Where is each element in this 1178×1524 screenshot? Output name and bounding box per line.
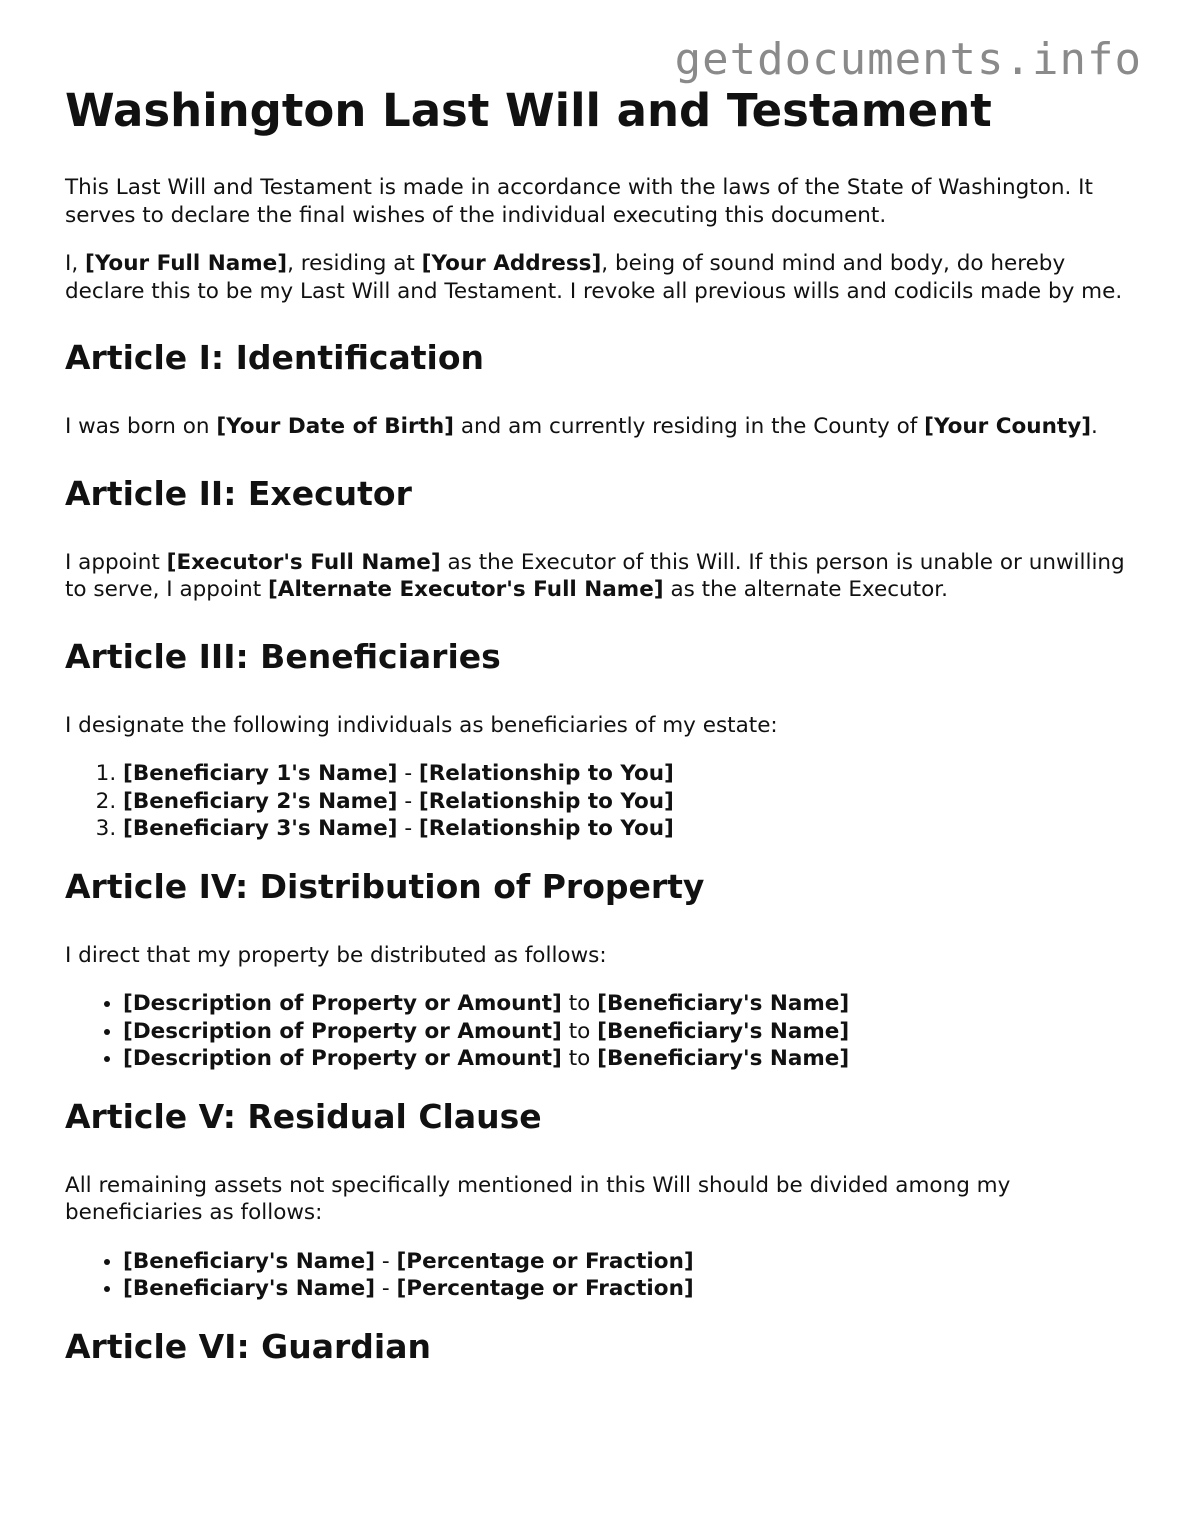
watermark: getdocuments.info <box>674 34 1142 85</box>
article-5-intro: All remaining assets not specifically mentioned in this Will should be divided among my beneficiaries as follows: <box>65 1172 1011 1225</box>
county-placeholder: [Your County] <box>924 414 1092 439</box>
list-item: • [Description of Property or Amount] to [Beneficiary's Name] <box>123 990 1125 1018</box>
article-2-heading: Article II: Executor <box>65 473 412 513</box>
article-1-text: I was born on [Your Date of Birth] and am currently residing in the County of [Your County]. <box>65 414 1098 439</box>
list-item: 2. [Beneficiary 2's Name] - [Relationship to You] <box>123 788 1125 816</box>
list-item: • [Description of Property or Amount] to [Beneficiary's Name] <box>123 1018 1125 1046</box>
property-distribution-list <box>65 990 1125 1073</box>
residual-list <box>65 1248 1125 1303</box>
list-item: 3. [Beneficiary 3's Name] - [Relationship to You] <box>123 815 1125 843</box>
article-4-intro: I direct that my property be distributed as follows: <box>65 942 607 968</box>
article-5-heading: Article V: Residual Clause <box>65 1096 542 1136</box>
dob-placeholder: [Your Date of Birth] <box>216 414 454 439</box>
beneficiaries-list <box>65 760 1125 843</box>
list-item: • [Description of Property or Amount] to [Beneficiary's Name] <box>123 1045 1125 1073</box>
article-2-text: I appoint [Executor's Full Name] as the Executor of this Will. If this person is unable or unwilling to serve, I appoint [Alternate Executor's Full Name] as the alternate Executor. <box>65 549 1125 602</box>
intro-paragraph: This Last Will and Testament is made in accordance with the laws of the State of Washington. It serves to declare the final wishes of the individual executing this document. <box>65 175 1093 228</box>
article-6-heading: Article VI: Guardian <box>65 1326 431 1366</box>
article-1-heading: Article I: Identification <box>65 338 485 377</box>
declaration-paragraph: I, [Your Full Name], residing at [Your Address], being of sound mind and body, do hereby declare this to be my Last Will and Testament. I revoke all previous wills and codicils made by me. <box>65 251 1123 304</box>
article-4-heading: Article IV: Distribution of Property <box>65 866 705 906</box>
address-placeholder: [Your Address] <box>421 251 602 276</box>
list-item: • [Beneficiary's Name] - [Percentage or Fraction] <box>123 1275 1125 1303</box>
full-name-placeholder: [Your Full Name] <box>85 251 288 276</box>
document-page <box>65 84 1125 1402</box>
alternate-executor-placeholder: [Alternate Executor's Full Name] <box>267 577 664 602</box>
executor-placeholder: [Executor's Full Name] <box>166 549 441 575</box>
article-3-heading: Article III: Beneficiaries <box>65 636 501 676</box>
list-item: 1. [Beneficiary 1's Name] - [Relationship to You] <box>123 760 1125 788</box>
document-title: Washington Last Will and Testament <box>65 84 992 137</box>
article-3-intro: I designate the following individuals as beneficiaries of my estate: <box>65 712 778 738</box>
list-item: • [Beneficiary's Name] - [Percentage or Fraction] <box>123 1248 1125 1276</box>
